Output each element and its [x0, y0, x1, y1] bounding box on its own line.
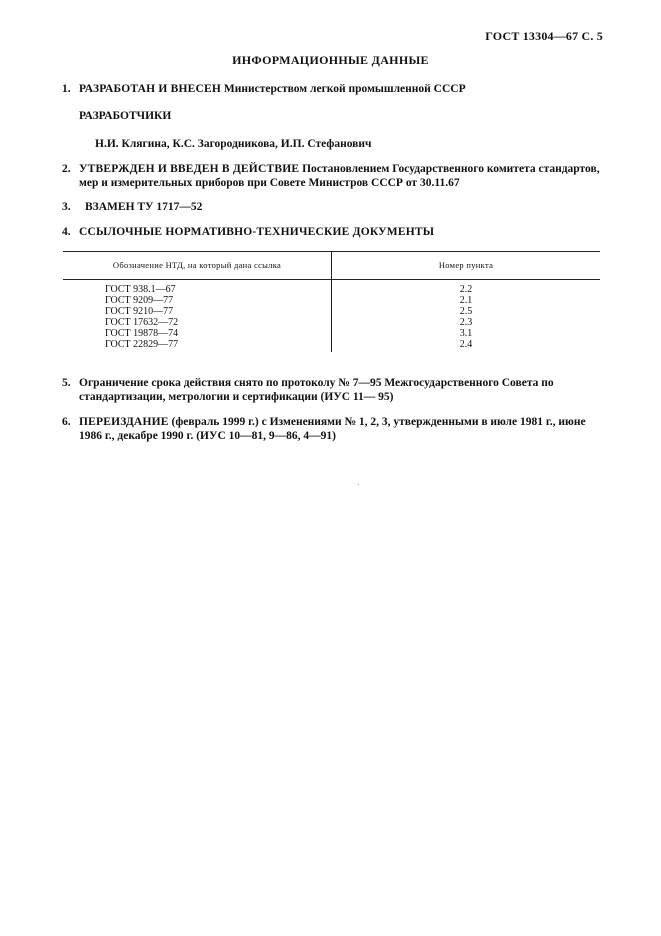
- item-number: 4.: [62, 226, 71, 238]
- item-text: Министерством легкой промышленной СССР: [221, 83, 466, 95]
- item-3: [62, 200, 602, 214]
- item-lead: ПЕРЕИЗДАНИЕ: [79, 416, 169, 428]
- developers-names: Н.И. Клягина, К.С. Загородникова, И.П. Стефанович: [95, 138, 372, 150]
- item-number: 1.: [62, 83, 71, 95]
- item-text: ВЗАМЕН ТУ 1717—52: [85, 201, 203, 213]
- item-5: [62, 376, 602, 390]
- table-cell-document: ГОСТ 9210—77: [105, 306, 174, 317]
- item-5-line-2: [62, 390, 602, 404]
- item-2-line-2: [62, 176, 602, 190]
- item-text: (февраль 1999 г.) с Изменениями № 1, 2, 3, утвержденными в июле 1981 г., июне: [168, 416, 586, 428]
- item-4: [62, 225, 602, 239]
- page-header: ГОСТ 13304—67 С. 5: [485, 29, 603, 43]
- item-text: Постановлением Государственного комитета стандартов,: [299, 163, 600, 175]
- item-lead: РАЗРАБОТАН И ВНЕСЕН: [79, 83, 222, 95]
- table-cell-clause: 2.4: [459, 339, 473, 350]
- item-text-continued: стандартизации, метрологии и сертификации (ИУС 11— 95): [79, 391, 394, 403]
- item-number: 6.: [62, 416, 71, 428]
- table-body: [63, 280, 600, 352]
- table-cell-document: ГОСТ 17632—72: [105, 317, 179, 328]
- item-number: 2.: [62, 163, 71, 175]
- item-lead: УТВЕРЖДЕН И ВВЕДЕН В ДЕЙСТВИЕ: [79, 163, 300, 175]
- reference-table: [63, 251, 600, 352]
- table-cell-clause: 2.5: [459, 306, 473, 317]
- table-cell-document: ГОСТ 19878—74: [105, 328, 179, 339]
- table-header-row: [63, 251, 600, 280]
- item-number: 3.: [62, 201, 71, 213]
- table-cell-document: ГОСТ 938.1—67: [105, 284, 176, 295]
- item-text-continued: 1986 г., декабре 1990 г. (ИУС 10—81, 9—86, 4—91): [79, 430, 336, 442]
- table-cell-clause: 2.3: [459, 317, 473, 328]
- item-text: ССЫЛОЧНЫЕ НОРМАТИВНО-ТЕХНИЧЕСКИЕ ДОКУМЕНТЫ: [79, 226, 435, 238]
- item-number: 5.: [62, 377, 71, 389]
- page-title: ИНФОРМАЦИОННЫЕ ДАННЫЕ: [232, 53, 429, 67]
- clause-column: [332, 284, 600, 350]
- item-1: [62, 82, 602, 96]
- item-6: [62, 415, 602, 429]
- column-header-document: Обозначение НТД, на который дана ссылка: [63, 252, 332, 279]
- item-6-line-2: [62, 429, 602, 443]
- column-header-clause: Номер пункта: [438, 260, 494, 270]
- table-cell-clause: 2.1: [459, 295, 473, 306]
- item-text: Ограничение срока действия снято по протоколу № 7—95 Межгосударственного Совета по: [79, 377, 554, 389]
- table-cell-clause: 2.2: [459, 284, 473, 295]
- item-text-continued: мер и измерительных приборов при Совете Министров СССР от 30.11.67: [79, 177, 460, 189]
- scan-speck: [358, 484, 359, 485]
- table-cell-document: ГОСТ 9209—77: [105, 295, 174, 306]
- document-column: [105, 284, 305, 350]
- table-cell-clause: 3.1: [459, 328, 473, 339]
- table-cell-document: ГОСТ 22829—77: [105, 339, 179, 350]
- item-2: [62, 162, 602, 176]
- developers-label: РАЗРАБОТЧИКИ: [79, 110, 172, 122]
